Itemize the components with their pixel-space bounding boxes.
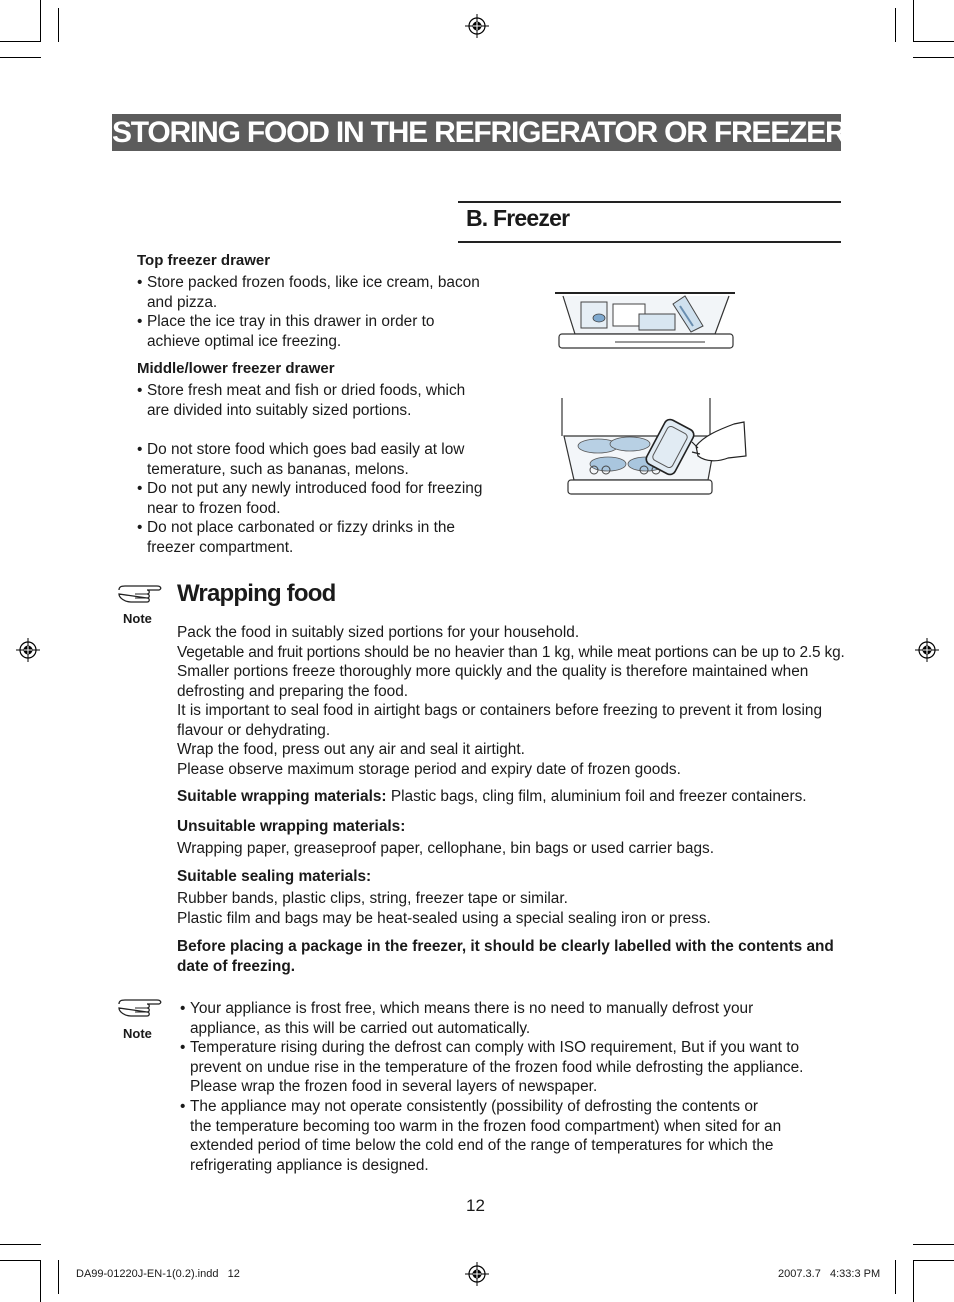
section-rule-top: [458, 201, 841, 203]
suitable-text: Plastic bags, cling film, aluminium foil and freezer containers.: [386, 788, 807, 805]
unsuitable-label: Unsuitable wrapping materials:: [177, 818, 406, 835]
suitable-label: Suitable wrapping materials:: [177, 788, 387, 805]
label-notice: [177, 937, 834, 976]
top-drawer-heading: Top freezer drawer: [137, 252, 271, 269]
pointing-hand-icon: [117, 584, 165, 608]
bullet-line: Place the ice tray in this drawer in order to: [147, 313, 435, 330]
bullet-line: appliance, as this will be carried out automatically.: [190, 1019, 531, 1037]
bullet-line: freezer compartment.: [147, 538, 294, 556]
text-line: Vegetable and fruit portions should be no heavier than 1 kg, while meat portions can be up to 2.5 kg.: [177, 643, 845, 661]
bullet-line: Store packed frozen foods, like ice cream, bacon: [147, 274, 480, 291]
bullet-line: Temperature rising during the defrost can comply with ISO requirement, But if you want to: [190, 1039, 800, 1056]
bullet-line: Do not put any newly introduced food for freezing: [147, 480, 483, 497]
pointing-hand-icon: [117, 998, 165, 1022]
text-line: Pack the food in suitably sized portions for your household.: [177, 624, 580, 641]
note-label: Note: [123, 611, 152, 626]
sealing-text: [177, 889, 711, 928]
text-line: Please observe maximum storage period and expiry date of frozen goods.: [177, 760, 681, 778]
bullet-line: Do not store food which goes bad easily at low: [147, 441, 465, 458]
text-line: Wrap the food, press out any air and seal it airtight.: [177, 741, 525, 758]
bullet-line: Please wrap the frozen food in several layers of newspaper.: [190, 1078, 598, 1095]
middle-drawer-heading: Middle/lower freezer drawer: [137, 360, 335, 377]
bullet-line: and pizza.: [147, 293, 218, 311]
footer-file: DA99-01220J-EN-1(0.2).indd 12: [76, 1268, 240, 1280]
text-line: Before placing a package in the freezer, it should be clearly labelled with the contents and: [177, 938, 834, 955]
registration-target-icon: [16, 638, 40, 662]
text-line: flavour or dehydrating.: [177, 721, 331, 739]
section-title: B. Freezer: [466, 205, 570, 231]
bullet-line: Do not place carbonated or fizzy drinks in the: [147, 519, 455, 536]
page-title-bar: [112, 114, 846, 151]
bullet-line: prevent on undue rise in the temperature of the frozen food while defrosting the appliance.: [190, 1058, 804, 1076]
bullet-line: Your appliance is frost free, which means there is no need to manually defrost your: [190, 1000, 754, 1017]
text-line: Rubber bands, plastic clips, string, freezer tape or similar.: [177, 890, 568, 907]
footer-timestamp: 2007.3.7 4:33:3 PM: [778, 1268, 881, 1280]
registration-target-icon: [915, 638, 939, 662]
bullet-line: The appliance may not operate consistently (possibility of defrosting the contents or: [190, 1098, 759, 1115]
bullet-line: near to frozen food.: [147, 499, 281, 517]
wrapping-title: Wrapping food: [177, 580, 336, 607]
note-label: Note: [123, 1026, 152, 1041]
unsuitable-text: Wrapping paper, greaseproof paper, cellophane, bin bags or used carrier bags.: [177, 840, 715, 857]
bullet-line: the temperature becoming too warm in the frozen food compartment) when sited for an: [190, 1117, 782, 1135]
top-drawer-illustration: [555, 290, 737, 354]
text-line: Plastic film and bags may be heat-sealed using a special sealing iron or press.: [177, 909, 711, 927]
suitable-materials: [177, 787, 807, 807]
bullet-line: extended period of time below the cold end of the range of temperatures for which the: [190, 1137, 774, 1154]
page-number: 12: [466, 1196, 485, 1215]
section-rule-bottom: [458, 241, 841, 243]
bullet-line: are divided into suitably sized portions.: [147, 401, 412, 419]
text-line: defrosting and preparing the food.: [177, 682, 409, 700]
sealing-label: Suitable sealing materials:: [177, 868, 372, 885]
registration-target-icon: [465, 14, 489, 38]
text-line: It is important to seal food in airtight bags or containers before freezing to prevent it from losing: [177, 702, 823, 719]
page-title: STORING FOOD IN THE REFRIGERATOR OR FREEZER: [112, 116, 846, 149]
bullet-line: Store fresh meat and fish or dried foods, which: [147, 382, 466, 399]
text-line: date of freezing.: [177, 957, 296, 975]
middle-drawer-illustration: [558, 396, 748, 498]
text-line: Smaller portions freeze thoroughly more quickly and the quality is therefore maintained when: [177, 663, 809, 680]
bullet-line: temerature, such as bananas, melons.: [147, 460, 409, 478]
registration-target-icon: [465, 1262, 489, 1286]
bullet-line: refrigerating appliance is designed.: [190, 1156, 429, 1174]
bullet-line: achieve optimal ice freezing.: [147, 332, 342, 350]
wrapping-intro: [177, 623, 845, 779]
